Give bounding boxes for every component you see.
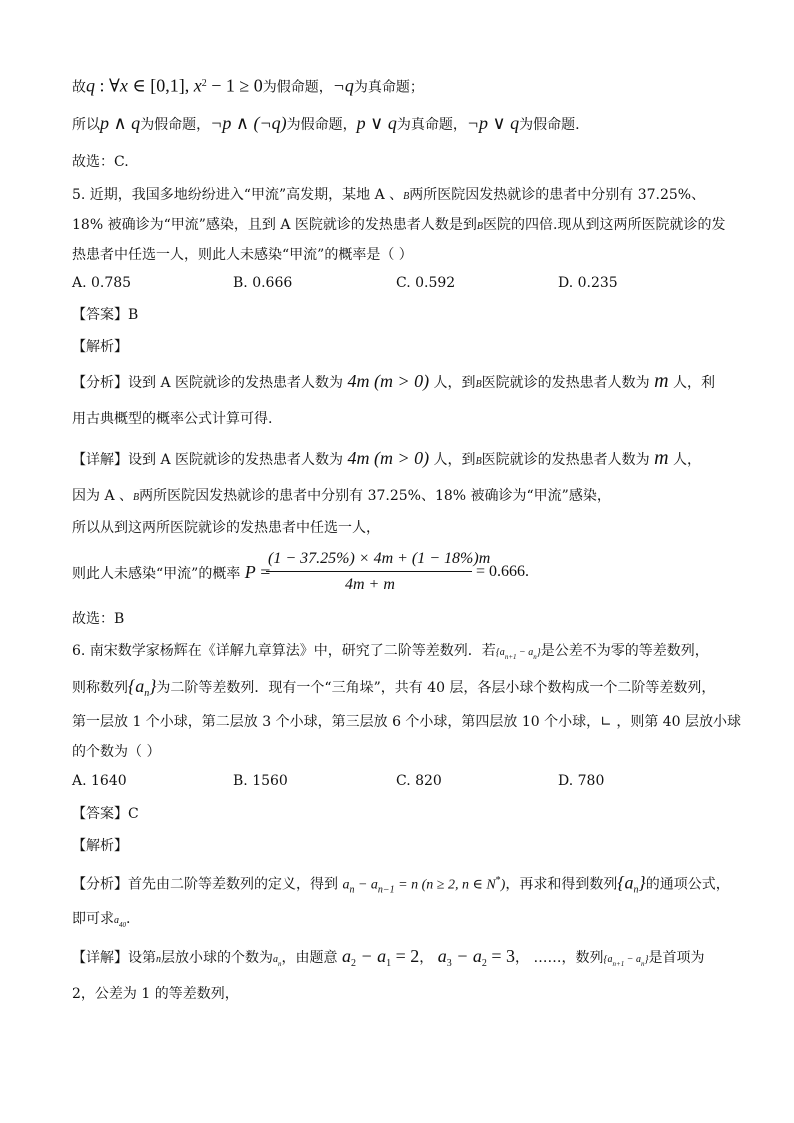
option-a: A. 0.785 <box>72 275 132 291</box>
math: ¬p ∨ q <box>466 113 520 133</box>
text: ， ……，数列 <box>515 950 604 966</box>
q6-analysis-tag: 【解析】 <box>72 838 128 854</box>
answer-value: B <box>128 307 139 323</box>
text: 的通项公式， <box>645 876 730 893</box>
math: p ∨ q <box>356 113 397 133</box>
math: − a <box>516 647 534 658</box>
fraction-denominator: 4m + m <box>345 576 395 593</box>
text: ，再求和得到数列 <box>505 876 618 893</box>
math: * <box>495 875 501 886</box>
math: − a <box>451 946 482 966</box>
q6-stem-3: 第一层放 1 个小球，第二层放 3 个小球，第三层放 6 个小球，第四层放 10 个小球，∟ ，则第 40 层放小球 <box>72 714 742 730</box>
xiangjie-tag: 【详解】 <box>72 452 128 468</box>
text: 为假命题， <box>262 79 333 96</box>
text: 为真命题， <box>396 117 467 133</box>
text: 为假命题， <box>140 117 211 133</box>
math: ¬q <box>332 75 354 96</box>
math: B <box>403 191 410 202</box>
math: n+1 <box>504 652 517 661</box>
fenxi-tag: 【分析】 <box>72 375 128 391</box>
math: n <box>533 652 537 661</box>
fenxi-tag: 【分析】 <box>72 876 128 893</box>
math: {a <box>603 954 613 965</box>
math: 4m (m > 0) <box>347 448 430 468</box>
math: − a <box>355 946 387 966</box>
math: a <box>341 946 351 966</box>
math: n+1 <box>612 959 625 968</box>
q5-fenxi-1 <box>72 371 715 395</box>
text: 人， <box>668 452 702 468</box>
q6-answer <box>72 804 139 824</box>
math: P <box>244 562 256 582</box>
line-3: 故选：C. <box>72 154 129 170</box>
q5-analysis-tag: 【解析】 <box>72 339 128 355</box>
text: 医院就诊的发热患者人数为 <box>481 452 655 468</box>
math: 2 <box>481 957 487 969</box>
math: − a <box>624 954 641 965</box>
math: x <box>193 75 202 96</box>
q6-fenxi-2 <box>72 909 130 935</box>
math: n−1 <box>377 884 395 896</box>
answer-value: C <box>128 806 139 822</box>
q5-stem-2 <box>72 215 725 237</box>
option-a: A. 1640 <box>72 773 127 789</box>
text: 则称数列 <box>72 680 128 696</box>
line-1 <box>72 74 424 98</box>
math: n <box>349 884 355 896</box>
q5-xiangjie-3: 所以从到这两所医院就诊的发热患者中任选一人， <box>72 520 380 536</box>
math: = 3 <box>486 946 516 966</box>
math: } <box>536 647 541 658</box>
line-2 <box>72 113 580 135</box>
math: 2 <box>350 957 356 969</box>
math: x <box>119 75 128 96</box>
text: 所以 <box>72 117 100 133</box>
text: 医院就诊的发热患者人数为 <box>481 375 655 391</box>
text: 人，利 <box>668 375 716 391</box>
math: p ∧ q <box>100 113 141 133</box>
text: 层放小球的个数为 <box>161 950 273 966</box>
math: ∈ [0,1], <box>127 75 194 96</box>
q5-stem-1 <box>72 185 705 207</box>
math: ¬p ∧ (¬q) <box>210 113 287 133</box>
math: {a <box>495 647 505 658</box>
math: ) <box>500 877 506 893</box>
text: . <box>126 911 131 927</box>
fraction-result: = 0.666. <box>476 563 530 580</box>
math: B <box>133 492 140 503</box>
text: 为假命题， <box>286 117 357 133</box>
answer-tag: 【答案】 <box>72 307 128 323</box>
option-d: D. 0.235 <box>558 275 618 291</box>
math: {a <box>617 872 634 893</box>
option-b: B. 1560 <box>233 773 288 789</box>
math: = 2 <box>391 946 420 966</box>
math: = n (n ≥ 2, n ∈ N <box>394 877 496 893</box>
text: 首先由二阶等差数列的定义，得到 <box>128 876 343 893</box>
math: {a <box>128 676 145 696</box>
math: a <box>273 954 278 965</box>
q6-fenxi-1 <box>72 871 730 900</box>
text: 为假命题. <box>519 117 580 133</box>
math: n <box>144 687 150 699</box>
option-c: C. 0.592 <box>396 275 456 291</box>
text: 故 <box>72 79 86 96</box>
q5-fenxi-2: 用古典概型的概率公式计算可得. <box>72 411 273 427</box>
text: 为真命题； <box>353 79 424 96</box>
text: 医院的四倍.现从到这两所医院就诊的发 <box>483 217 726 233</box>
q6-xiangjie-2: 2，公差为 1 的等差数列， <box>72 986 239 1002</box>
text: 为二阶等差数列．现有一个“三角垛”，共有 40 层，各层小球个数构成一个二阶等差数列， <box>156 680 716 696</box>
text: 则此人未感染“甲流”的概率 <box>72 566 245 582</box>
math: B <box>475 456 482 467</box>
option-d: D. 780 <box>558 773 605 789</box>
math: n <box>156 954 161 965</box>
math: } <box>149 676 157 696</box>
math: B <box>476 221 484 232</box>
answer-tag: 【答案】 <box>72 806 128 822</box>
math: } <box>638 872 646 893</box>
text: 是公差不为零的等差数列， <box>540 643 709 659</box>
text: 即可求 <box>72 911 114 927</box>
math: m <box>654 370 669 392</box>
fraction-bar <box>266 571 472 572</box>
math: n <box>278 959 282 968</box>
math: B <box>475 379 482 390</box>
xiangjie-tag: 【详解】 <box>72 950 128 966</box>
math: 3 <box>446 957 452 969</box>
fraction-lead <box>72 562 270 584</box>
math: − a <box>354 877 378 893</box>
option-c: C. 820 <box>396 773 442 789</box>
q6-stem-1 <box>72 641 709 667</box>
text: 是首项为 <box>648 950 705 966</box>
text: 设到 A 医院就诊的发热患者人数为 <box>128 452 348 468</box>
text: ， <box>419 950 438 966</box>
text: 设第 <box>128 950 156 966</box>
math: 1 <box>386 957 392 969</box>
text: 两所医院因发热就诊的患者中分别有 37.25%、18% 被确诊为“甲流”感染， <box>139 488 611 504</box>
text: 设到 A 医院就诊的发热患者人数为 <box>128 375 348 391</box>
q5-stem-3: 热患者中任选一人，则此人未感染“甲流”的概率是（ ） <box>72 247 413 263</box>
text: 6. 南宋数学家杨辉在《详解九章算法》中，研究了二阶等差数列．若 <box>72 643 496 659</box>
math: : ∀ <box>95 75 120 96</box>
fraction-numerator: (1 − 37.25%) × 4m + (1 − 18%)m <box>268 550 491 567</box>
text: ，由题意 <box>281 950 342 966</box>
math: q <box>86 75 95 96</box>
math: = <box>255 562 271 582</box>
q5-answer <box>72 305 138 325</box>
math: 4m (m > 0) <box>347 371 430 391</box>
text: 5. 近期，我国多地纷纷进入“甲流”高发期，某地 A 、 <box>72 187 404 203</box>
math: n <box>633 884 639 896</box>
math: 2 <box>201 78 207 89</box>
q6-xiangjie-1 <box>72 946 704 974</box>
q6-stem-4: 的个数为（ ） <box>72 744 161 760</box>
text: 人，到 <box>429 452 476 468</box>
text: 18% 被确诊为“甲流”感染，且到 A 医院就诊的发热患者人数是到 <box>72 217 477 233</box>
math: } <box>644 954 649 965</box>
q6-stem-2 <box>72 676 715 704</box>
q5-xiangjie-1 <box>72 448 701 472</box>
math: a <box>437 946 447 966</box>
text: 两所医院因发热就诊的患者中分别有 37.25%、 <box>409 187 706 203</box>
math: 40 <box>119 920 126 929</box>
math: a <box>114 915 119 926</box>
q5-end: 故选：B <box>72 611 125 627</box>
math: a <box>342 877 350 893</box>
text: 人，到 <box>429 375 476 391</box>
option-b: B. 0.666 <box>233 275 293 291</box>
math: n <box>640 959 645 968</box>
math: − 1 ≥ 0 <box>206 75 263 96</box>
math: m <box>654 447 669 469</box>
text: 因为 A 、 <box>72 488 134 504</box>
q5-xiangjie-2 <box>72 486 611 508</box>
